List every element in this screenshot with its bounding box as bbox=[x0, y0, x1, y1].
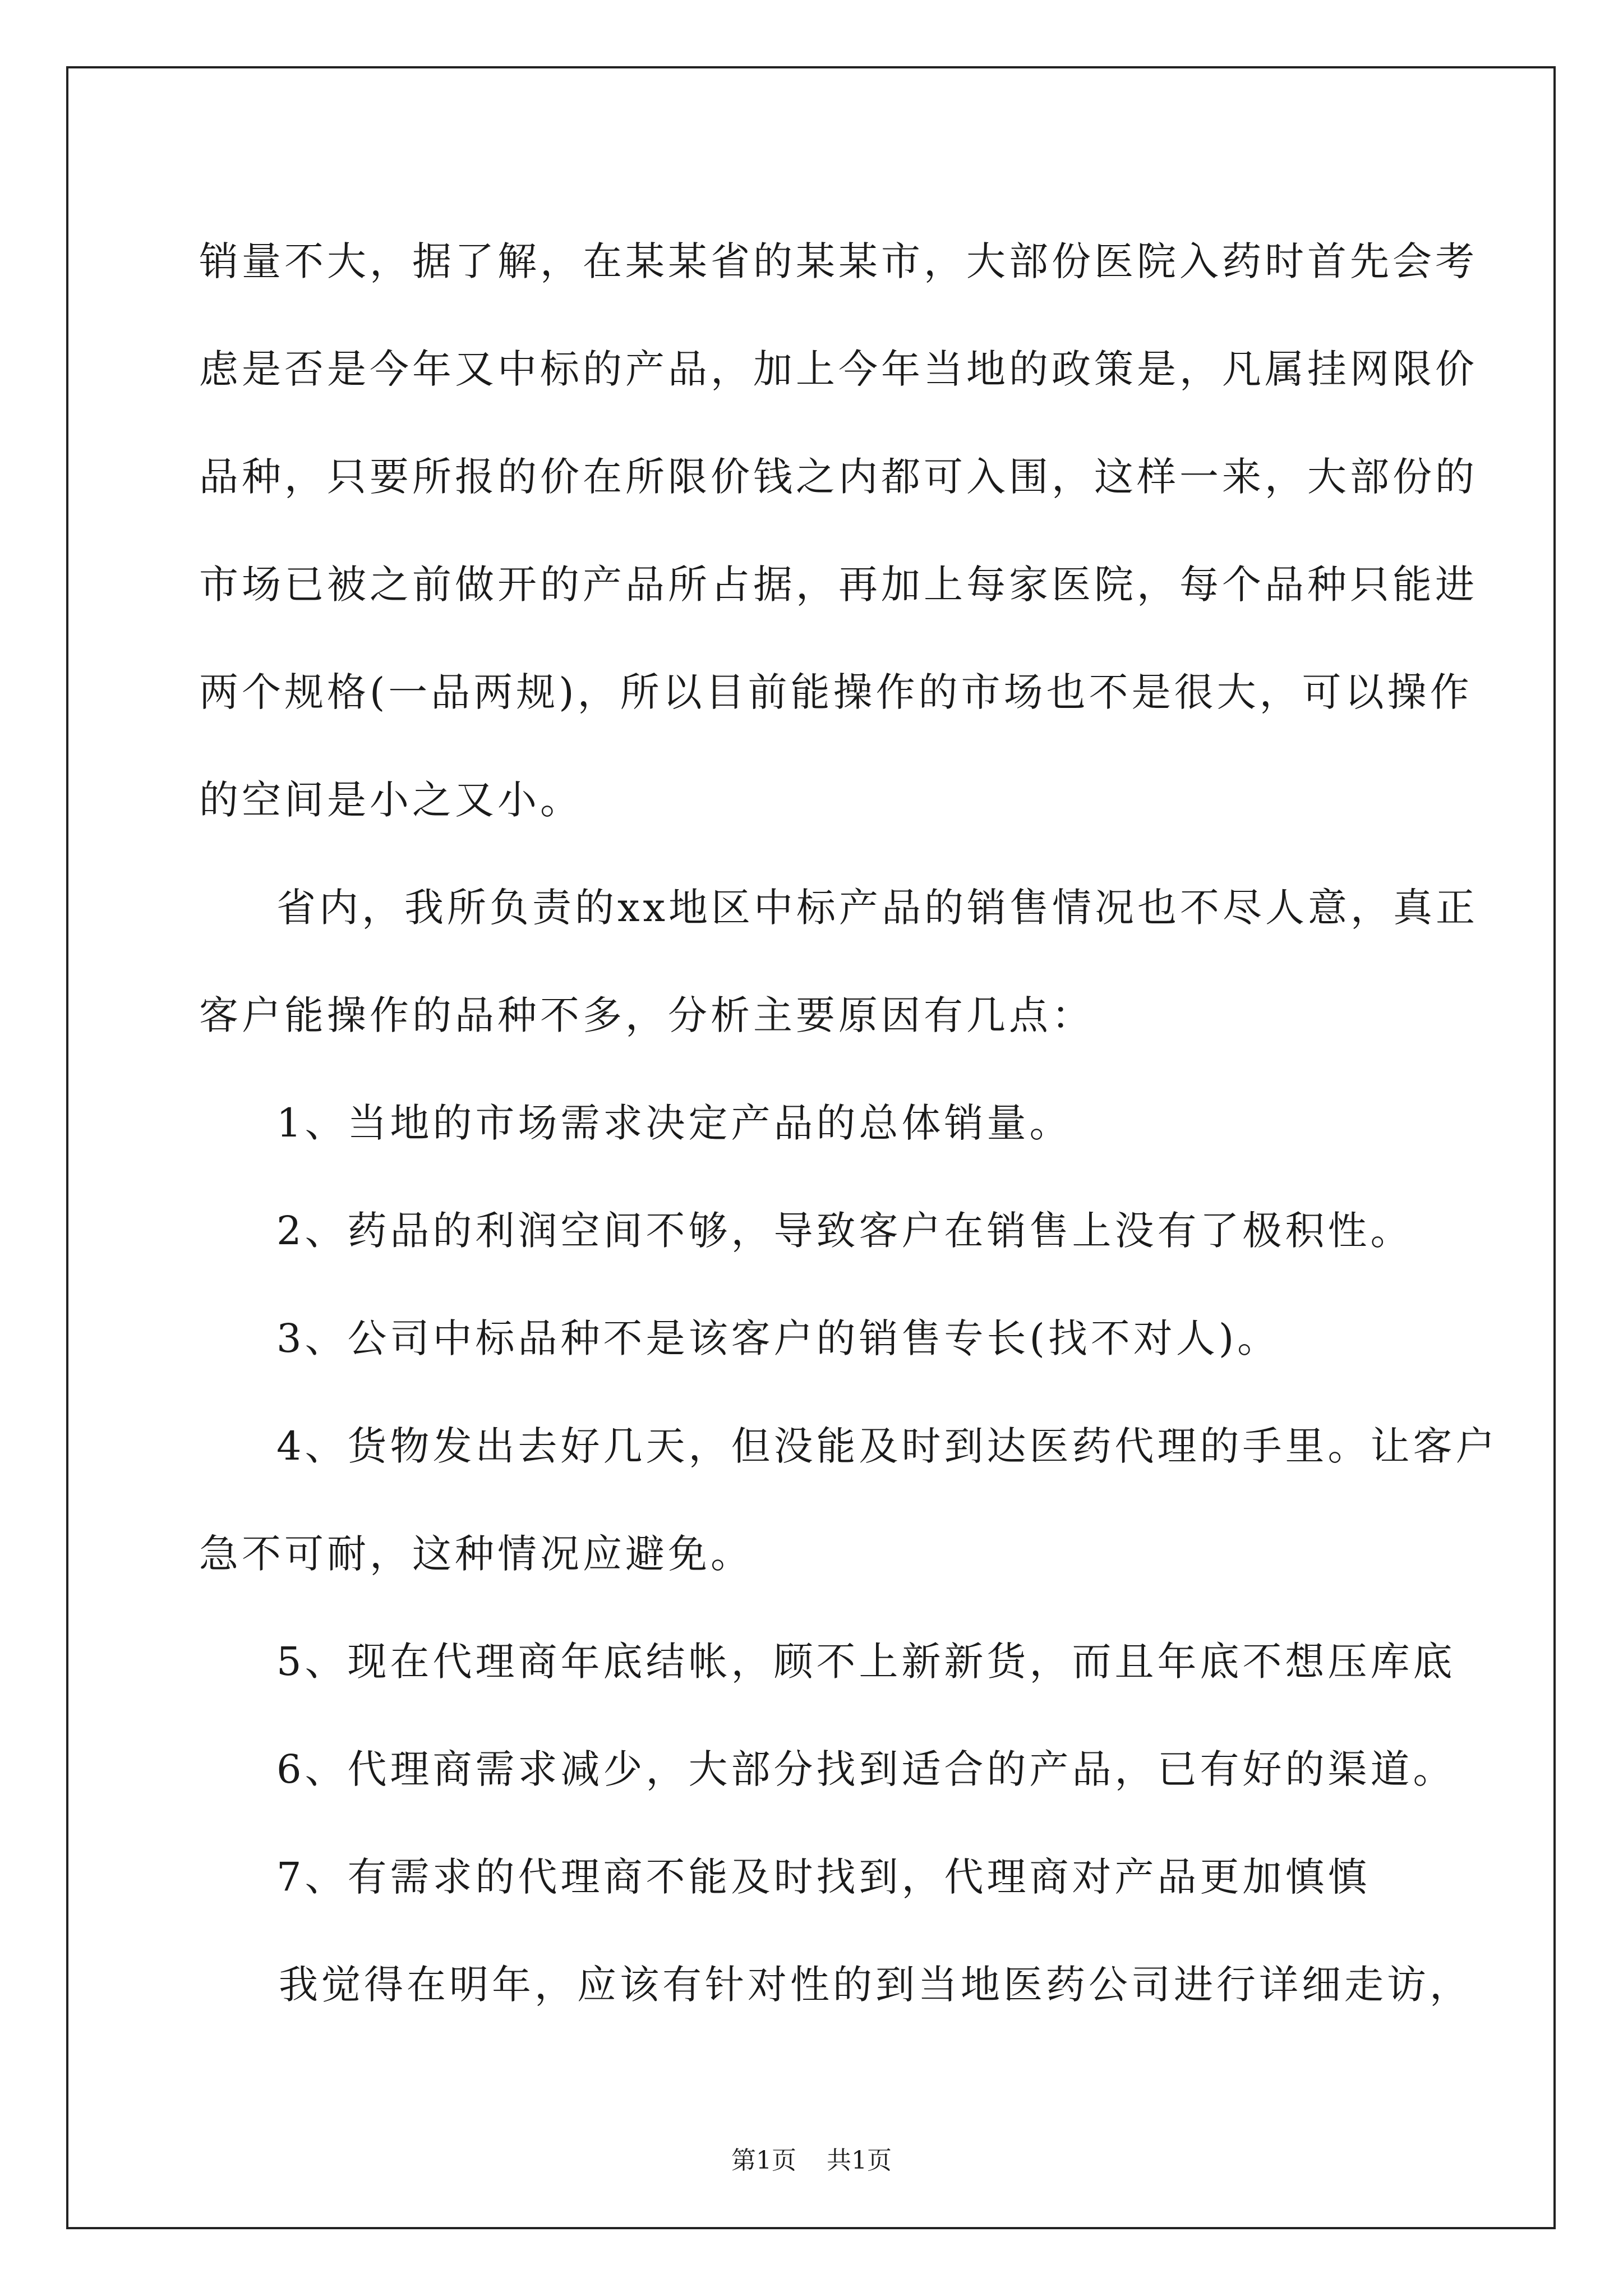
text-line: 市场已被之前做开的产品所占据，再加上每家医院，每个品种只能进 bbox=[199, 562, 1478, 608]
text-line: 急不可耐，这种情况应避免。 bbox=[199, 1531, 753, 1577]
paragraph-start-line: 我觉得在明年，应该有针对性的到当地医药公司进行详细走访， bbox=[279, 1962, 1472, 2008]
document-body bbox=[199, 208, 1498, 2039]
page-number-current: 第1页 bbox=[731, 2146, 796, 2175]
text-line: 客户能操作的品种不多，分析主要原因有几点： bbox=[199, 992, 1094, 1038]
page-footer bbox=[0, 2140, 1623, 2176]
text-line: 虑是否是今年又中标的产品，加上今年当地的政策是，凡属挂网限价 bbox=[199, 346, 1478, 392]
list-item: 5、现在代理商年底结帐，顾不上新新货，而且年底不想压库底 bbox=[276, 1639, 1456, 1685]
list-item: 1、当地的市场需求决定产品的总体销量。 bbox=[276, 1100, 1072, 1146]
list-item: 4、货物发出去好几天，但没能及时到达医药代理的手里。让客户 bbox=[276, 1423, 1498, 1469]
page-number-total: 共1页 bbox=[827, 2146, 892, 2175]
list-item: 7、有需求的代理商不能及时找到，代理商对产品更加慎慎 bbox=[276, 1854, 1371, 1900]
list-item: 2、药品的利润空间不够，导致客户在销售上没有了极积性。 bbox=[276, 1208, 1413, 1254]
text-line: 两个规格(一品两规)，所以目前能操作的市场也不是很大，可以操作 bbox=[199, 669, 1473, 715]
list-item: 6、代理商需求减少，大部分找到适合的产品，已有好的渠道。 bbox=[276, 1746, 1456, 1792]
list-item: 3、公司中标品种不是该客户的销售专长(找不对人)。 bbox=[276, 1315, 1280, 1361]
paragraph-start-line: 省内，我所负责的xx地区中标产品的销售情况也不尽人意，真正 bbox=[276, 885, 1478, 931]
text-line: 的空间是小之又小。 bbox=[199, 777, 583, 823]
text-line: 品种，只要所报的价在所限价钱之内都可入围，这样一来，大部份的 bbox=[199, 454, 1478, 500]
text-line: 销量不大，据了解，在某某省的某某市，大部份医院入药时首先会考 bbox=[199, 238, 1478, 284]
